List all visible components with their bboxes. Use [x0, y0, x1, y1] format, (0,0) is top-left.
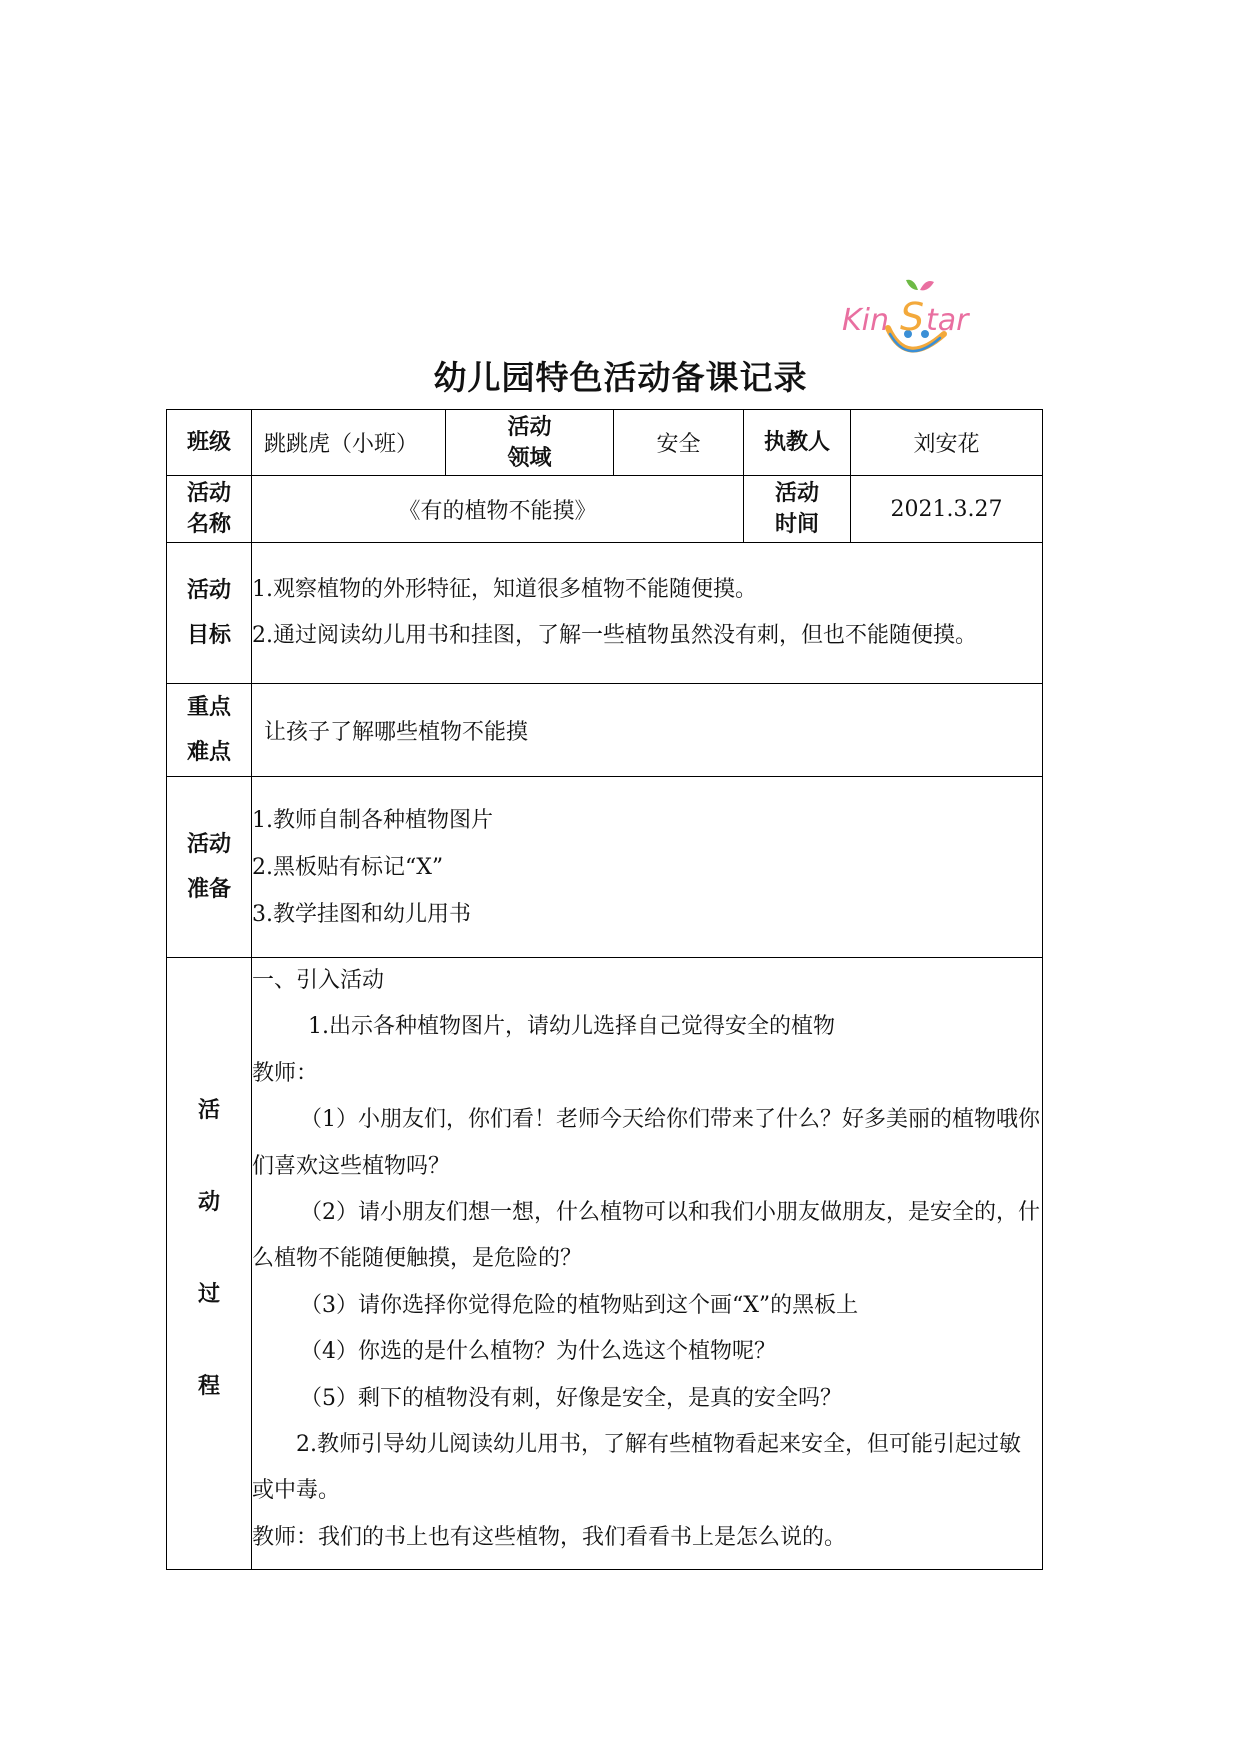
activity-time-label-line2: 时间 — [774, 512, 819, 537]
goals-label — [167, 543, 252, 684]
teacher-value: 刘安花 — [851, 410, 1043, 476]
domain-value: 安全 — [614, 410, 744, 476]
process-paragraph: （3）请你选择你觉得危险的植物贴到这个画“X”的黑板上 — [300, 1292, 859, 1318]
logo-lettering: Kin — [842, 303, 890, 338]
activity-time-label-line1: 活动 — [774, 481, 819, 506]
page-title: 幼儿园特色活动备课记录 — [433, 358, 808, 397]
goals-label-line1: 活动 — [186, 578, 231, 603]
process-label-char: 过 — [197, 1282, 220, 1307]
process-paragraph: 教师：我们的书上也有这些植物，我们看看书上是怎么说的。 — [252, 1524, 847, 1550]
goals-content — [252, 543, 1043, 684]
process-paragraph: （4）你选的是什么植物？为什么选这个植物呢？ — [300, 1339, 776, 1365]
svg-text:S: S — [900, 295, 925, 339]
activity-name-label-line2: 名称 — [186, 512, 231, 537]
class-value: 跳跳虎（小班） — [252, 410, 446, 476]
process-label — [167, 958, 252, 1570]
process-paragraph: （1）小朋友们，你们看！老师今天给你们带来了什么？好多美丽的植物哦你们喜欢这些植物吗？ — [252, 1107, 1040, 1179]
key-points-value: 让孩子了解哪些植物不能摸 — [252, 684, 1043, 777]
key-points-label-line2: 难点 — [186, 740, 231, 765]
preparation-label-line2: 准备 — [186, 877, 231, 902]
key-points-label — [167, 684, 252, 777]
row-preparation — [167, 777, 1043, 958]
row-class-info — [167, 410, 1043, 476]
goals-label-line2: 目标 — [186, 623, 231, 648]
row-activity-name — [167, 476, 1043, 543]
row-goals — [167, 543, 1043, 684]
activity-name-value: 《有的植物不能摸》 — [252, 476, 744, 543]
preparation-item: 1.教师自制各种植物图片 — [252, 807, 493, 833]
svg-text:tar: tar — [926, 303, 969, 338]
domain-label-line2: 领域 — [507, 445, 552, 471]
process-label-char: 程 — [197, 1374, 220, 1399]
activity-time-label — [744, 476, 851, 543]
preparation-item: 2.黑板贴有标记“X” — [252, 854, 444, 880]
process-label-char: 动 — [197, 1190, 220, 1215]
process-paragraph: 教师： — [252, 1060, 319, 1086]
activity-name-label — [167, 476, 252, 543]
process-paragraph: （2）请小朋友们想一想，什么植物可以和我们小朋友做朋友，是安全的，什么植物不能随便触摸，是危险的？ — [252, 1200, 1040, 1272]
activity-name-label-line1: 活动 — [186, 481, 231, 506]
process-paragraph: 一、引入活动 — [252, 968, 385, 993]
key-points-label-line1: 重点 — [186, 695, 231, 720]
process-paragraph: 2.教师引导幼儿阅读幼儿用书，了解有些植物看起来安全，但可能引起过敏或中毒。 — [252, 1432, 1021, 1504]
preparation-content — [252, 777, 1043, 958]
class-label: 班级 — [167, 410, 252, 476]
process-label-char: 活 — [197, 1098, 220, 1123]
preparation-label-line1: 活动 — [186, 832, 231, 857]
activity-time-value: 2021.3.27 — [851, 476, 1043, 543]
preparation-item: 3.教学挂图和幼儿用书 — [252, 901, 471, 927]
process-paragraph: 1.出示各种植物图片，请幼儿选择自己觉得安全的植物 — [308, 1014, 835, 1040]
domain-label-line1: 活动 — [507, 414, 552, 440]
goal-item: 1.观察植物的外形特征，知道很多植物不能随便摸。 — [252, 577, 757, 602]
goal-item: 2.通过阅读幼儿用书和挂图，了解一些植物虽然没有刺，但也不能随便摸。 — [252, 623, 977, 648]
process-paragraph: （5）剩下的植物没有刺，好像是安全，是真的安全吗？ — [300, 1385, 842, 1411]
lesson-record-table — [166, 409, 1043, 1570]
row-process — [167, 958, 1043, 1570]
teacher-label: 执教人 — [744, 410, 851, 476]
domain-label — [446, 410, 614, 476]
preparation-label — [167, 777, 252, 958]
process-content — [252, 958, 1043, 1570]
row-key-points — [167, 684, 1043, 777]
